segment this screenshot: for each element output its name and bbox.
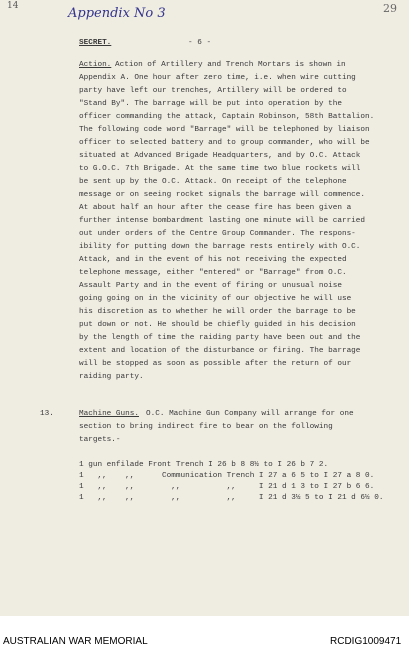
para-line: O.C. Machine Gun Company will arrange for one	[146, 410, 354, 418]
para-line: Action of Artillery and Trench Mortars is shown in	[115, 61, 346, 69]
para-line: to G.O.C. 7th Brigade. At the same time two blue rockets will	[79, 165, 361, 173]
para-line: situated at Advanced Brigade Headquarters, and by O.C. Attack	[79, 152, 361, 160]
para-line: his discretion as to whether he will order the barrage to be	[79, 308, 356, 316]
para-line: officer to selected battery and to group commander, who will be	[79, 139, 370, 147]
para-line: party have left our trenches, Artillery will be ordered to	[79, 87, 347, 95]
para-line: At about half an hour after the cease fire has been given a	[79, 204, 352, 212]
para-line: section to bring indirect fire to bear on the following	[79, 423, 333, 431]
target-line: 1 ,, ,, ,, ,, I 21 d 1 3 to I 27 b 6 6.	[79, 483, 375, 491]
footer-institution: AUSTRALIAN WAR MEMORIAL	[3, 636, 148, 647]
para-line: Assault Party and in the event of firing or unusual noise	[79, 282, 342, 290]
para-heading-machine-guns: Machine Guns.	[79, 410, 139, 418]
para-line: put down or not. He should be chiefly guided in his decision	[79, 321, 356, 329]
para-line: telephone message, either "entered" or "Barrage" from O.C.	[79, 269, 347, 277]
para-heading-action: Action.	[79, 61, 112, 69]
para-number: 13.	[40, 410, 54, 418]
para-line: going going on in the vicinity of our objective he will use	[79, 295, 352, 303]
secret-marking: SECRET.	[79, 39, 112, 47]
page-number: - 6 -	[188, 39, 212, 47]
para-line: "Stand By". The barrage will be put into operation by the	[79, 100, 342, 108]
para-line: further intense bombardment lasting one minute will be carried	[79, 217, 366, 225]
para-line: Attack, and in the event of his not receiving the expected	[79, 256, 347, 264]
para-line: out under orders of the Centre Group Commander. The respons-	[79, 230, 356, 238]
footer-record-id: RCDIG1009471	[330, 636, 402, 647]
para-line: The following code word "Barrage" will be telephoned by liaison	[79, 126, 370, 134]
para-line: Appendix A. One hour after zero time, i.e. when wire cutting	[79, 74, 356, 82]
appendix-annotation: Appendix No 3	[68, 6, 166, 21]
para-line: ibility for putting down the barrage rests entirely with O.C.	[79, 243, 361, 251]
para-line: targets.-	[79, 436, 121, 444]
para-line: will be stopped as soon as possible after the return of our	[79, 360, 352, 368]
para-line: message or on seeing rocket signals the barrage will commence.	[79, 191, 366, 199]
target-line: 1 ,, ,, Communication Trench I 27 a 6 5 to I 27 a 8 0.	[79, 472, 375, 480]
page-corner-number-left: 14	[7, 1, 19, 11]
para-line: raiding party.	[79, 373, 144, 381]
page-corner-number-right: 29	[383, 2, 397, 15]
target-line: 1 ,, ,, ,, ,, I 21 d 3½ 5 to I 21 d 6½ 0.	[79, 494, 384, 502]
para-line: by the length of time the raiding party have been out and the	[79, 334, 361, 342]
para-line: officer commanding the attack, Captain Robinson, 58th Battalion.	[79, 113, 375, 121]
target-line: 1 gun enfilade Front Trench I 26 b 8 8½ to I 26 b 7 2.	[79, 461, 329, 469]
para-line: be sent up by the O.C. Attack. On receipt of the telephone	[79, 178, 347, 186]
para-line: extent and location of the disturbance or firing. The barrage	[79, 347, 361, 355]
